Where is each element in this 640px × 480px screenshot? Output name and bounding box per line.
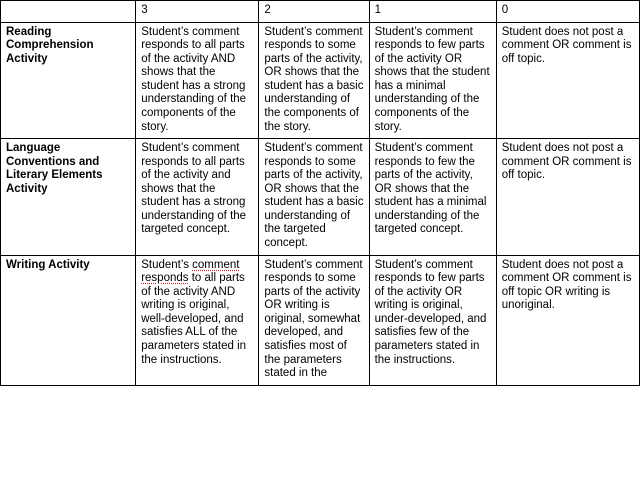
cell-writing-0: Student does not post a comment OR comment is off topic OR writing is unoriginal.	[496, 255, 639, 385]
cell-writing-3-underlined: comment responds	[141, 258, 240, 285]
cell-writing-3-post: to all parts of the activity AND writing is original, well-developed, and satisfies ALL of the parameters stated in the instructions.	[141, 272, 247, 366]
table-row	[1, 255, 640, 385]
column-header-0: 0	[496, 1, 639, 23]
cell-reading-0: Student does not post a comment OR comment is off topic.	[496, 22, 639, 139]
cell-writing-2: Student’s comment responds to some parts of the activity OR writing is original, somewhat developed, and satisfies most of the parameters stated in the	[259, 255, 369, 385]
column-header-1: 1	[369, 1, 496, 23]
table-row	[1, 139, 640, 256]
corner-cell	[1, 1, 136, 23]
cell-writing-1: Student’s comment responds to few parts of the activity OR writing is original, under-developed, and satisfies few of the parameters stated in the instructions.	[369, 255, 496, 385]
cell-reading-3: Student’s comment responds to all parts of the activity AND shows that the student has a strong understanding of the components of the story.	[136, 22, 259, 139]
cell-language-3: Student’s comment responds to all parts of the activity and shows that the student has a strong understanding of the targeted concept.	[136, 139, 259, 256]
row-label-writing-activity: Writing Activity	[1, 255, 136, 385]
cell-writing-3	[136, 255, 259, 385]
cell-language-1: Student’s comment responds to few the parts of the activity, OR shows that the student has a minimal understanding of the targeted concept.	[369, 139, 496, 256]
row-label-reading-comprehension: Reading Comprehension Activity	[1, 22, 136, 139]
table-header-row	[1, 1, 640, 23]
row-label-language-conventions: Language Conventions and Literary Elements Activity	[1, 139, 136, 256]
column-header-3: 3	[136, 1, 259, 23]
cell-reading-2: Student’s comment responds to some parts of the activity, OR shows that the student has a basic understanding of the components of the story.	[259, 22, 369, 139]
cell-language-0: Student does not post a comment OR comment is off topic.	[496, 139, 639, 256]
cell-reading-1: Student’s comment responds to few parts of the activity OR shows that the student has a minimal understanding of the components of the story.	[369, 22, 496, 139]
cell-writing-3-pre: Student’s	[141, 258, 193, 271]
column-header-2: 2	[259, 1, 369, 23]
cell-language-2: Student’s comment responds to some parts of the activity, OR shows that the student has a basic understanding of the targeted concept.	[259, 139, 369, 256]
table-row	[1, 22, 640, 139]
